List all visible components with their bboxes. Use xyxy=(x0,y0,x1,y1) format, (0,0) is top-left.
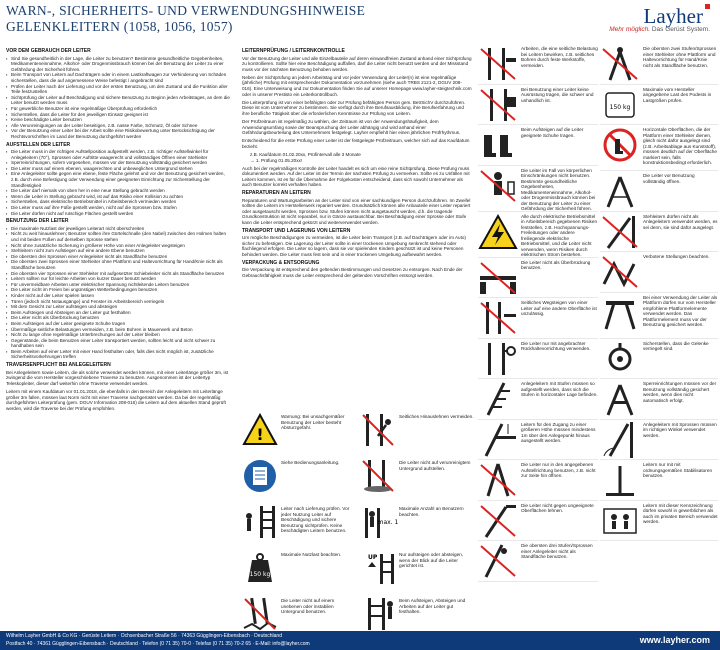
no-stand-mark-icon xyxy=(600,127,640,163)
max-users-icon xyxy=(360,504,399,540)
bullet-item: ▪ Die Leiter darf niemals von oben her in eine neue Stellung gebracht werden xyxy=(6,188,233,194)
pictogram-column-3 xyxy=(478,44,598,582)
example-line: z.B. Kaufdatum 01.02.20xx, Prüfintervall alle 3 Monate xyxy=(250,152,361,157)
pictogram-item: Leiter nach Lieferung prüfen. Vor jeder Nutzung Leiter auf Beschädigung und sichere Benutzung sichtprüfen. Keine beschädigten Leitern benutzen. xyxy=(242,504,356,548)
bullet-item: ▪ Alle Verunreinigungen an der Leiter beseitigen, z.B. nasse Farbe, Schmutz, Öl oder Schnee xyxy=(6,123,233,129)
bullet-item: ▪ Für gewerbliche Benutzer ist eine regelmäßige Überprüfung erforderlich xyxy=(6,106,233,112)
pictogram-item: Die Leiter im Fall von körperlichen Einschränkungen nicht benutzen. Bestimmte gesundheitliche Gegebenheiten, Medikamenteneinnahme, Alkohol- oder Drogenmissbrauch können bei der Benutzung der Leiter zu einer Gefährdung der Sicherheit führen. xyxy=(478,166,598,212)
max-users-label: max. 1 xyxy=(377,519,399,526)
bullet-item: ▪ Türen (jedoch nicht Notausgänge) und Fenster im Arbeitsbereich verriegeln xyxy=(6,299,233,305)
paragraph: Die Leiterprüfung ist von einer befähigten oder zur Prüfung befähigten Person gem. BetrSichV durchzuführen. Diese ist vom Unternehmer zu bestimmen. Sie verfügt durch ihre Berufsausbildung, ihre Berufserfahrung und ihre berufliche Tätigkeit über die erforderlichen Kenntnisse zur Prüfung von Leitern. xyxy=(242,99,466,116)
bullet-item: ▪ Sicherstellen, dass die Leiter für den jeweiligen Einsatz geeignet ist xyxy=(6,112,233,118)
bullet-item: ▪ Nicht zu weit hinauslehnen; Benutzer sollten ihre Gürtelschnalle (den Nabel) zwischen den Holmen halten und mit beiden Füßen auf derselben Sprosse stehen xyxy=(6,231,233,242)
uneven-ground-icon xyxy=(242,596,278,632)
pictogram-column-4 xyxy=(600,44,718,541)
bullet-item: ▪ Die obersten vier Sprossen einer Stehleiter mit aufgesetzter Schiebeleiter nicht als Standfläche benutzen xyxy=(6,271,233,277)
pictogram-item: Beim Aufsteigen, Absteigen und Arbeiten auf der Leiter gut festhalten. xyxy=(360,596,474,640)
pictogram-item: Leitern mit dieser Kennzeichnung dürfen sowohl in gewerblichen als auch im privaten Bereich verwendet werden. xyxy=(600,501,718,542)
bullet-item: ▪ Sperreinrichtungen, sofern vorgesehen, müssen vor der Benutzung vollständig gesichert werden xyxy=(6,160,233,166)
bullet-item: ▪ Nicht ohne zusätzliche Sicherung in größerer Höhe von einer Anlegeleiter wegsteigen xyxy=(6,243,233,249)
section-heading: LEITERNPRÜFUNG / LEITERNKONTROLLE xyxy=(242,48,345,54)
footer-contact: Postfach 40 · 74361 Gügglingen-Eibensbach · Deutschland · Telefon (0 71 35) 70-0 · Telefax (0 71 35) 70-2 65 · E-Mail: info@layher.com xyxy=(6,641,310,647)
pictogram-item: UP Nur aufsteigen oder absteigen, wenn der Blick auf die Leiter gerichtet ist. xyxy=(360,550,474,594)
max-load-label: 150 kg xyxy=(249,571,271,578)
paragraph: Vor der Benutzung der Leiter und alle Einzelbauteile auf deren einwandfreien Zustand anhand einer Sichtprüfung zu kontrollieren. Sollte hier eine Beschädigung auffallen, darf die Leiter nicht benutzt werden und der Missstand muss vor der nächsten Benutzung behoben werden. xyxy=(242,55,472,72)
platform-element-icon xyxy=(600,295,640,331)
page-subtitle: GELENKLEITERN (1058, 1056, 1057) xyxy=(6,19,233,34)
max-load-icon xyxy=(242,550,278,586)
platform-load-icon xyxy=(600,87,640,123)
bullet-item: ▪ Sind Sie gesundheitlich in der Lage, die Leiter zu benutzen? Bestimmte gesundheitliche Gegebenheiten, Medikamenteneinnahme, Alkohol- oder Drogenmissbrauch können bei der Benutzung der Leiter zu einer Gefährdung der Sicherheit führen. xyxy=(6,56,233,73)
locking-device-icon xyxy=(600,381,640,417)
pictogram-item: Sperreinrichtungen müssen vor der Benutzung vollständig gesichert werden, wenn dies nicht automatisch erfolgt. xyxy=(600,379,718,420)
pictogram-item: Die Leiter nur mit angebrachter Rückhaltevorrichtung verwenden. xyxy=(478,339,598,380)
warning-triangle-icon xyxy=(242,412,278,448)
pictogram-item: Leitern für den Zugang zu einer größeren Höhe müssen mindestens 1m über den Anlegepunkt hinaus ausgestellt werden. xyxy=(478,420,598,461)
pictogram-item: Verbotene Stellungen beachten. xyxy=(600,252,718,293)
bullet-item: ▪ Die Leiter muss auf ihre Füße gestellt werden, nicht auf die Sprossen bzw. Stufen xyxy=(6,205,233,211)
pictogram-item: Die Leiter nicht auf einem unebenen oder instabilen Untergrund benutzen. xyxy=(242,596,356,640)
section-heading: TRAVERSENPFLICHT BEI ANLEGELEITERN xyxy=(6,362,111,369)
no-step-off-icon xyxy=(478,300,518,336)
pictogram-item: Seitliches Wegsteigen von einer Leiter auf eine andere Oberfläche ist unzulässig. xyxy=(478,298,598,339)
extend-1m-icon xyxy=(478,422,518,458)
pictogram-item: Die Leiter nicht auf verunreinigtem Untergrund aufstellen. xyxy=(360,458,474,502)
pictogram-item: Sicherstellen, dass die Gelenke verriegelt sind. xyxy=(600,339,718,380)
footer-address: Wilhelm Layher GmbH & Co KG · Gerüste Leitern · Ochsenbacher Straße 56 · 74363 Gügglingen-Eibensbach · Deutschland xyxy=(6,633,282,639)
brand-tagline: Mehr möglich. Das Gerüst System. xyxy=(609,26,710,33)
platform-load-label: 150 kg xyxy=(609,103,631,111)
page-title: WARN-, SICHERHEITS- UND VERWENDUNGSHINWEISE xyxy=(6,3,366,18)
side-drilling-icon xyxy=(478,46,518,82)
bullet-item: ▪ Die obersten zwei Sprossen einer Stehleiter ohne Plattform und Haltevorrichtung für Hand/Knie nicht als Standfläche benutzen xyxy=(6,259,233,270)
paragraph: Um mögliche Beschädigungen zu vermeiden, ist die Leiter beim Transport (z.B. auf Dachträgern oder im Auto) sicher zu befestigen. Die Lagerung der Leiter sollte in einer trockenen Umgebung senkrecht stehend oder flachliegend erfolgen. Die Leiter so lagern, dass sie vor spielenden Kindern geschützt ist und keine Personen behindert werden. Die Leiter muss fest sein und in einer trockenen Umgebung aufbewahrt werden. xyxy=(242,235,466,257)
pictogram-item: Alle durch elektrische Betriebsmittel in Arbeitsbereich gegebenen Risiken feststellen, z.B. Hochspannungs-Freileitungen oder andere freiliegende elektrische Betriebsmittel, und die Leiter nicht verwenden, wenn Risiken durch elektrischen Strom bestehen. xyxy=(478,212,598,258)
paragraph: Bei Anlegeleitern sowie Leitern, die als solche verwendet werden können, mit einer Leiterlänge größer 3m, ist zwingend die vom Hersteller vorgeschriebene Traverse zu benutzen. Ausgenommen ist der Leitertyp Teleskopleiter, dieser darf weiterhin ohne Traverse verwendet werden. xyxy=(6,369,229,386)
stabiliser-icon xyxy=(600,462,640,498)
pictogram-item: Die Leiter nicht gegen ungeeignete Oberflächen lehnen. xyxy=(478,501,598,542)
professional-use-icon xyxy=(600,503,640,539)
bullet-item: ▪ Wenn die Leiter in Stellung gebracht wird, ist auf das Risiko einer Kollision zu achten xyxy=(6,194,233,200)
forbidden-positions-icon xyxy=(600,254,640,290)
bullet-item: ▪ Die Leiter muss auf einem ebenen, waagerechten und unbeweglichen Untergrund stehen xyxy=(6,166,233,172)
joint-lock-icon xyxy=(600,341,640,377)
pictogram-item: Horizontale Oberflächen, die der Plattform einer Stehleiter dienen, gleich nicht dafür ausgelegt sind (z.B. Arbeitsablage aus Kunststoff), müssen deutlich auf der Oberfläche markiert sein, falls konstruktionsbedingt erforderlich. xyxy=(600,125,718,171)
no-bridging-icon xyxy=(478,260,518,296)
hold-on-icon xyxy=(360,596,396,632)
unsuitable-surface-icon xyxy=(478,503,518,539)
bullet-item: ▪ Sicherstellen, dass elektrische Betriebsmittel in Arbeitsbereich vermieden werden xyxy=(6,199,233,205)
bullet-list xyxy=(6,226,233,360)
inspect-ladder-icon xyxy=(242,504,278,540)
brand-logo xyxy=(609,4,710,33)
pictogram-item: Bei einer Verwendung der Leiter als Plattform dürfen nur vom Hersteller empfohlene Plattformelemente verwendet werden. Das Plattformelement muss vor der Benutzung gesichert werden. xyxy=(600,293,718,339)
restraint-icon xyxy=(478,341,518,377)
bullet-item: ▪ Die Leiter nicht als Überbrückung benutzen xyxy=(6,315,233,321)
pictogram-item: 150 kg Maximale vom Hersteller angegebene Last des Podests in Lastgrößen prüfen. xyxy=(600,85,718,126)
stepladder-top-icon xyxy=(600,46,640,82)
bullet-list xyxy=(6,149,233,216)
bullet-item: ▪ Die Leiter nicht im Freien bei ungünstigen Wetterbedingungen benutzen xyxy=(6,287,233,293)
heavy-load-icon xyxy=(478,87,518,123)
pictogram-item: 150 kg Maximale Nutzlast beachten. xyxy=(242,550,356,594)
bullet-item: ▪ Die obersten drei Sprossen einer Anlegeleiter nicht als Standfläche benutzen xyxy=(6,254,233,260)
pictogram-item: Siehe Bedienungsanleitung. xyxy=(242,458,356,502)
bullet-item: ▪ Nicht zu lange ohne regelmäßige Unterbrechungen auf der Leiter bleiben xyxy=(6,332,233,338)
bullet-item: ▪ Keine beschädigte Leiter benutzen xyxy=(6,117,233,123)
pictogram-item: Bei Benutzung einer Leiter keine Ausrüstung tragen, die schwer und unhandlich ist. xyxy=(478,85,598,126)
bullet-item: ▪ Gegenstände, die beim Benutzen einer Leiter transportiert werden, sollten leicht und nicht schwer zu handhaben sein xyxy=(6,338,233,349)
bullet-item: ▪ Eine Anlegeleiter sollte gegen eine ebene, feste Fläche gelehnt und vor der Benutzung gesichert werden, z.B. durch eine Befestigung oder Verwendung einer geeigneten Einrichtung zur Sicherstellung der Standfestigkeit xyxy=(6,171,233,188)
pictogram-item: Anlegeleitern mit Stufen müssen so aufgestellt werden, dass sich die Stufen in horizontaler Lage befinden. xyxy=(478,379,598,420)
bullet-item: ▪ Vor der Benutzung einer Leiter bei der Arbeit sollte eine Risikobewertung unter Berücksichtigung der Rechtsvorschriften im Land der Benutzung durchgeführt werden xyxy=(6,128,233,139)
section-heading: VOR DEM GEBRAUCH DER LEITER xyxy=(6,48,91,54)
top-rungs-icon xyxy=(478,543,518,579)
correct-angle-icon xyxy=(600,422,640,458)
lean-sideways-icon xyxy=(360,412,396,448)
fully-open-icon xyxy=(600,173,640,209)
pictogram-item: max. 1 Maximale Anzahl an Benutzern beachten. xyxy=(360,504,474,548)
bullet-item: ▪ Für unvermeidbare Arbeiten unter elektrischer Spannung nichtleitende Leitern benutzen xyxy=(6,282,233,288)
bullet-item: ▪ Beim Arbeiten auf einer Leiter mit einer Hand festhalten oder, falls dies nicht möglich ist, zusätzliche Sicherheitsvorkehrungen treffen xyxy=(6,349,233,360)
bullet-item: ▪ Stehleitern nicht zum Aufstiegen auf eine andere Ebene benutzen xyxy=(6,248,233,254)
manual-icon xyxy=(242,458,278,494)
pictogram-item: Stehleitern dürfen nicht als Anlegeleitern verwendet werden, es sei denn, sie sind dafür ausgelegt. xyxy=(600,212,718,253)
bullet-item: ▪ Sichtprüfung der Leiter auf Beschädigung und sichere Benutzung zu Beginn jeden Arbeitstages, an dem die Leiter benutzt werden muss xyxy=(6,95,233,106)
no-lean-use-icon xyxy=(600,214,640,250)
bullet-item: ▪ Beim Aufsteigen und Absteigen an der Leiter gut festhalten xyxy=(6,310,233,316)
footer-website-link[interactable]: www.layher.com xyxy=(639,635,710,645)
paragraph: Leitern mit einem Kaufdatum vor 01.01.2018, die ebenfalls in den Bereich der Anlegeleitern mit Leiterlänge größer 3m fallen, müssen laut Norm nicht mit einer Traverse nachgerüstet werden. Da bei der regelmäßig durchgeführten Leiterprüfung (gem. DGUV Information 208-016) die Leitern auf dem aktuellen Stand geprüft werden, wird die Traverse bei der Prüfung empfohlen. xyxy=(6,388,226,411)
bullet-item: ▪ Beim Transport von Leitern auf Dachträgern oder in einem Lastkraftwagen zur Verhinderung von Schäden sicherstellen, dass die auf angemessene Weise befestigt / angebracht sind xyxy=(6,72,233,83)
pictogram-item: Die Leiter vor Benutzung vollständig öffnen. xyxy=(600,171,718,212)
paragraph: Neben der Sichtprüfung an jedem Arbeitstag und vor jeder Verwendung der Leiter(n) ist eine regelmäßige (jährliche) Prüfung mit entsprechender Dokumentation vorzunehmen (siehe auch TRBS 2121-2, DGUV 208-016). Eine Unterweisung und zur Dokumentation finden Sie auf unserer Homepage www.layher-steigtechnik.com oder in unserer Prestisto ein Leiterkontrollbuch. xyxy=(242,74,472,97)
electric-hazard-icon xyxy=(478,214,518,250)
shoes-icon xyxy=(478,127,518,163)
header xyxy=(0,0,720,42)
section-heading: TRANSPORT UND LAGERUNG VON LEITERN xyxy=(242,227,351,234)
paragraph: Entscheidend für die erste Prüfung einer Leiter ist der festgelegte Prüfzeitraum, welcher sich auf das Kaufdatum bezieht. xyxy=(242,138,470,149)
bullet-item: ▪ Mit dem Gesicht zur Leiter aufsteigen und absteigen xyxy=(6,304,233,310)
step-horizontal-icon xyxy=(478,381,518,417)
pictogram-item: Die obersten drei Stufen/Sprossen einer Anlegeleiter nicht als Standfläche benutzen. xyxy=(478,541,598,582)
pictogram-item: Die Leiter nicht als Überbrückung benutzen. xyxy=(478,258,598,299)
pictogram-item: Anlegeleitern mit Sprossen müssen im richtigen Winkel verwendet werden. xyxy=(600,420,718,461)
pictogram-item: Die Leiter nur in den angegebenen Aufstellrichtung benutzen, z.B. nicht zur Seite hin öffnen. xyxy=(478,460,598,501)
text-column-1 xyxy=(6,46,233,414)
up-label: UP xyxy=(368,554,378,561)
pictogram-item: Beim Aufsteigen auf die Leiter geeignete Schuhe tragen. xyxy=(478,125,598,166)
bullet-item: ▪ Die Leiter dürfen nicht auf rutschige Flächen gestellt werden xyxy=(6,211,233,217)
paragraph: Der Prüfzeitraum ist regelmäßig zu wählen, der Zeitraum ist von der Anwendungshäufigkeit, dem Anwendungsumfang sowie der Beanspruchung der Leiter abhängig und wird anhand einer Gefährdungsbeurteilung des Unternehmers festgelegt. Layher empfiehlt hier einen jährlichen Prüfrhythmus. xyxy=(242,119,461,136)
text-column-2 xyxy=(242,46,472,281)
pictogram-item: Leitern nur mit mit ordnungsgemäßen Stabilisatoren benutzen. xyxy=(600,460,718,501)
pictogram-item: Arbeiten, die eine seitliche Belastung bei Leitern bewirken, z.B. seitliches Bohren durch feste Werkstoffe, vermeiden. xyxy=(478,44,598,85)
bullet-item: ▪ Leitern sollten nur für leichte Arbeiten von kurzer Dauer benutzt werden xyxy=(6,276,233,282)
svg-text:!: ! xyxy=(256,425,264,444)
section-heading: AUFSTELLEN DER LEITER xyxy=(6,141,71,148)
bullet-item: ▪ Prüfen der Leiter nach der Lieferung und vor der ersten Benutzung, um den Zustand und die Funktion aller Teile festzustellen xyxy=(6,84,233,95)
brand-name: Layher xyxy=(609,4,710,29)
opening-direction-icon xyxy=(478,462,518,498)
paragraph: Reparaturen und Wartungsarbeiten an der Leiter sind von einer sachkundigen Person durchzuführen. Im Zweifel sollten die Leitern im Herstellerwerk repariert werden. Grundsätzlich können alle Anbauteile einer Leiter repariert oder ausgetauscht werden, Sprossen bzw. Stufen können nicht ausgetauscht werden, d.h. die tragende Grundkonstruktion ist nicht reparabel, nur in Gänze austauschbar. Bei Beschädigung einer Sprosse oder Stufe kann die Leiter entsprechend gekürzt und weiterverwendet werden. xyxy=(242,197,471,226)
bullet-item: ▪ Kinder nicht auf der Leiter spielen lassen xyxy=(6,293,233,299)
section-heading: REPARATUREN AN LEITERN xyxy=(242,190,311,197)
example-line: → 1. Prüfung 01.05.20xx! xyxy=(250,157,303,163)
paragraph: Die Verpackung ist entsprechend den geltenden Bestimmungen und Gesetzen zu entsorgen. Nach Ende der Gebrauchsfähigkeit muss die Leiter entsprechend der geltenden Vorschriften entsorgt werden. xyxy=(242,267,463,278)
section-heading: BENUTZUNG DER LEITER xyxy=(6,218,69,225)
dirty-ground-icon xyxy=(360,458,396,494)
bullet-item: ▪ Beim Aufsteigen auf der Leiter geeignete Schuhe tragen xyxy=(6,321,233,327)
pictogram-item: Seitliches Hinauslehnen vermeiden. xyxy=(360,412,474,456)
bullet-item: ▪ Die maximale Nutzlast der jeweiligen Leiterart nicht überschreiten xyxy=(6,226,233,232)
footer xyxy=(0,631,720,650)
bullet-item: ▪ Übermäßige seitliche Belastungen vermeiden, z.B. beim Bohren in Mauerwerk und Beton xyxy=(6,327,233,333)
pictogram-item: ! Warnung: Bei unsachgemäßer Benutzung der Leiter besteht Absturzgefahr. xyxy=(242,412,356,456)
face-ladder-icon xyxy=(360,550,396,586)
paragraph: Auch bei der regelmäßigen Kontrolle der Leiter handelt es sich um eine reine Sichtprüfung. Diese Prüfung muss dokumentiert werden. Auf der Leiter ist der Termin der nächsten Prüfung zu vermerken. Sollte es zu Unfällen mit Leitern kommen, ist es für die Übernahme der Folgekosten entscheidend, dass sich sowohl Unternehmer als auch Benutzer korrekt verhalten haben. xyxy=(242,165,470,188)
bullet-item: ▪ Die Leiter muss in der richtigen Aufstellposition aufgestellt werden, z.B. richtiger Aufstellwinkel für Anlegeleitern (70°), Sprossen oder Auftritte waagerecht und vollständiges Öffnen einer Stehleiter xyxy=(6,149,233,160)
bullet-list xyxy=(6,56,233,140)
section-heading: VERPACKUNG & ENTSORGUNG xyxy=(242,259,320,266)
health-icon xyxy=(478,168,518,204)
pictogram-item: Die obersten zwei Stufen/Sprossen einer Stehleiter ohne Plattform und Haltevorrichtung für Hand/Knie nicht als Standfläche benutzen. xyxy=(600,44,718,85)
